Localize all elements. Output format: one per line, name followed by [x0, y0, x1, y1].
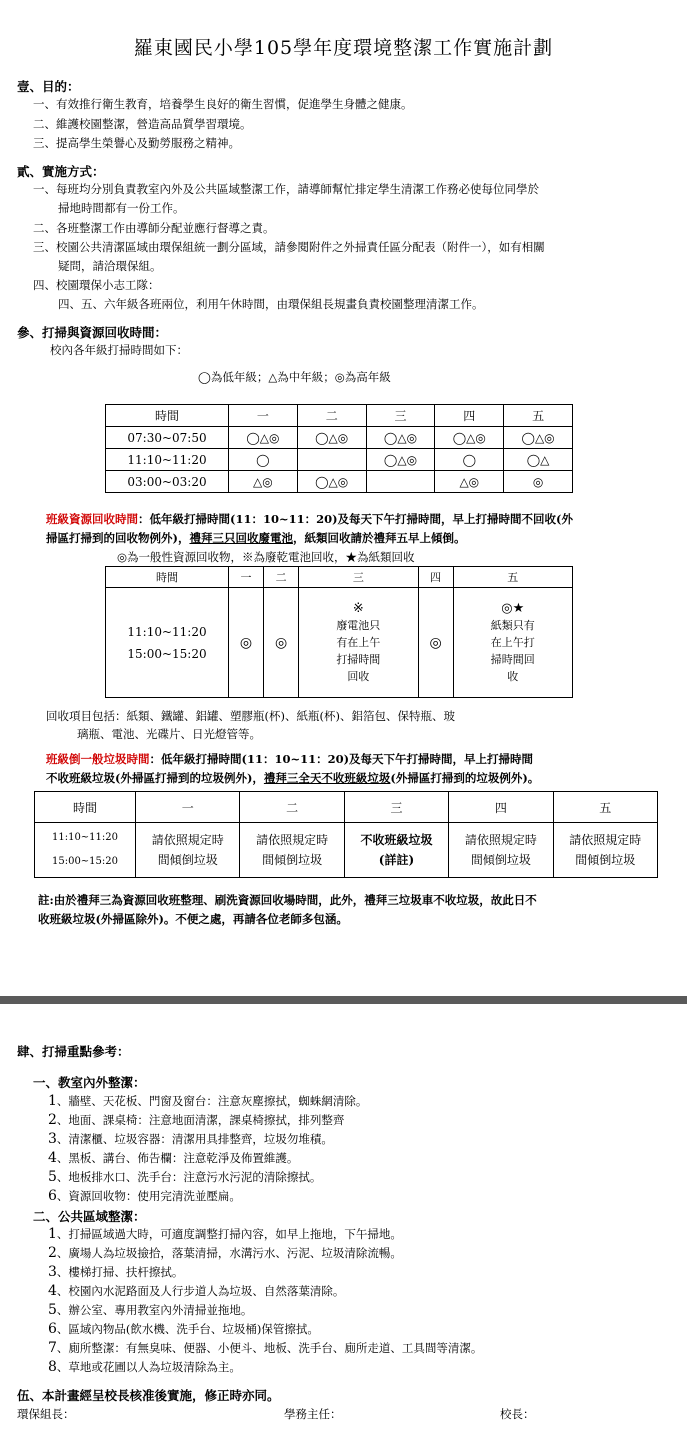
schedule-cell: ◯△	[504, 449, 573, 471]
cell-text: 間傾倒垃圾	[157, 853, 218, 867]
list-item: 5、辦公室、專用教室內外清掃並拖地。	[48, 1302, 253, 1318]
table-header-cell: 三	[299, 567, 418, 588]
schedule-cell: △◎	[229, 471, 298, 493]
cell-text: 間傾倒垃圾	[262, 853, 323, 867]
section-4-sub-1-heading: 一、教室內外整潔：	[33, 1075, 146, 1090]
table-header-cell: 四	[418, 567, 453, 588]
section-2-item: 一、每班均分別負責教室內外及公共區域整潔工作，請導師幫忙排定學生清潔工作務必使每位同學於	[33, 182, 539, 196]
recycle-cell: ◎	[264, 588, 299, 698]
section-3-heading: 參、打掃與資源回收時間：	[17, 325, 168, 340]
battery-symbol: ※	[352, 601, 364, 616]
recycle-cell	[453, 588, 572, 698]
schedule-cell: △◎	[435, 471, 504, 493]
list-item: 8、草地或花圃以人為垃圾清除為主。	[48, 1359, 241, 1375]
section-3-intro: 校內各年級打掃時間如下：	[50, 343, 188, 357]
time-value: 15:00~15:20	[127, 646, 207, 661]
section-4-sub-2-heading: 二、公共區域整潔：	[33, 1209, 146, 1224]
schedule-cell: ◯	[229, 449, 298, 471]
cell-text: 掃時間回	[490, 653, 535, 666]
section-1-item: 一、有效推行衛生教育，培養學生良好的衛生習慣，促進學生身體之健康。	[33, 97, 413, 111]
time-cell: 07:30~07:50	[106, 427, 229, 449]
section-1-item: 二、維護校園整潔，營造高品質學習環境。	[33, 117, 252, 131]
recycle-cell	[299, 588, 418, 698]
wednesday-battery-note: 禮拜三只回收廢電池	[189, 531, 293, 545]
table-header-row	[106, 405, 573, 427]
garbage-time-text: ：低年級打掃時間(11：10~11：20)及每天下午打掃時間，早上打掃時間	[149, 752, 534, 766]
schedule-cell: ◯△◎	[435, 427, 504, 449]
table-header-cell: 五	[453, 567, 572, 588]
section-1-heading: 壹、目的：	[17, 79, 80, 94]
table-header-cell: 五	[553, 792, 657, 823]
recycle-time-text: 掃區打掃到的回收物例外)，	[46, 531, 190, 545]
recycle-time-label: 班級資源回收時間	[46, 512, 138, 526]
table-header-cell: 二	[240, 792, 344, 823]
section-5-heading: 伍、本計畫經呈校長核准後實施，修正時亦同。	[17, 1388, 280, 1403]
recycle-time-line-1	[46, 511, 573, 527]
section-2-item: 疑問，請洽環保組。	[58, 259, 162, 273]
table-row	[106, 588, 573, 698]
schedule-cell: ◯△◎	[366, 449, 435, 471]
garbage-time-table	[34, 791, 658, 878]
list-item: 2、地面、課桌椅：注意地面清潔，課桌椅擦拭，排列整齊	[48, 1112, 345, 1128]
list-item: 7、廁所整潔：有無臭味、便器、小便斗、地板、洗手台、廁所走道、工具間等清潔。	[48, 1340, 483, 1356]
section-2-item: 二、各班整潔工作由導師分配並應行督導之責。	[33, 221, 275, 235]
schedule-cell	[366, 471, 435, 493]
page-separator	[0, 996, 687, 1004]
cell-text: (詳註)	[378, 853, 415, 867]
schedule-cell: ◯△◎	[229, 427, 298, 449]
cell-text: 間傾倒垃圾	[575, 853, 636, 867]
table-row	[35, 823, 658, 878]
schedule-cell: ◯	[435, 449, 504, 471]
section-2-item: 四、五、六年級各班兩位，利用午休時間，由環保組長規畫負責校園整理清潔工作。	[58, 297, 484, 311]
note-line-2: 收班級垃圾(外掃區除外)。不便之處，再請各位老師多包涵。	[38, 912, 348, 926]
cleaning-time-table	[105, 404, 573, 493]
recycle-legend: ◎為一般性資源回收物，※為廢乾電池回收，★為紙類回收	[117, 550, 415, 564]
list-item: 2、廣場人為垃圾撿拾，落葉清掃，水溝污水、污泥、垃圾清除流暢。	[48, 1245, 402, 1261]
garbage-cell	[553, 823, 657, 878]
time-cell: 11:10~11:20	[106, 449, 229, 471]
table-row	[106, 427, 573, 449]
cell-text: 請依照規定時	[569, 833, 642, 847]
paper-symbol: ◎★	[501, 601, 525, 616]
document-title: 羅東國民小學105學年度環境整潔工作實施計劃	[133, 37, 554, 59]
table-row	[106, 471, 573, 493]
page-2	[0, 1004, 687, 1439]
table-header-cell: 五	[504, 405, 573, 427]
table-header-cell: 時間	[35, 792, 136, 823]
recycle-items-line-2: 璃瓶、電池、光碟片、日光燈管等。	[77, 727, 261, 741]
recycle-cell: ◎	[418, 588, 453, 698]
time-value: 11:10~11:20	[51, 832, 118, 843]
list-item: 5、地板排水口、洗手台：注意污水污泥的清除擦拭。	[48, 1169, 322, 1185]
list-item: 6、資源回收物：使用完清洗並壓扁。	[48, 1188, 241, 1204]
list-item: 4、黑板、講台、佈告欄：注意乾淨及佈置維護。	[48, 1150, 299, 1166]
note-line-1: 註:由於禮拜三為資源回收班整理、刷洗資源回收場時間，此外，禮拜三垃圾車不收垃圾，故此日不	[38, 893, 537, 907]
schedule-cell: ◯△◎	[297, 427, 366, 449]
cell-text: 紙類只有	[490, 619, 535, 632]
grade-legend: ◯為低年級；△為中年級；◎為高年級	[198, 370, 391, 384]
cell-text: 間傾倒垃圾	[470, 853, 531, 867]
cell-text: 收	[507, 670, 519, 683]
table-header-cell: 三	[344, 792, 448, 823]
wednesday-no-garbage-note: 禮拜三全天不收班級垃圾	[263, 771, 391, 785]
table-header-cell: 四	[449, 792, 553, 823]
list-item: 3、清潔櫃、垃圾容器：清潔用具排整齊，垃圾勿堆積。	[48, 1131, 333, 1147]
table-header-cell: 四	[435, 405, 504, 427]
garbage-time-text: 不收班級垃圾(外掃區打掃到的垃圾例外)，	[46, 771, 264, 785]
schedule-cell: ◯△◎	[297, 471, 366, 493]
schedule-cell: ◯△◎	[504, 427, 573, 449]
table-header-row	[106, 567, 573, 588]
garbage-time-line-2	[46, 770, 539, 786]
cell-text: 打掃時間	[336, 653, 381, 666]
garbage-cell	[449, 823, 553, 878]
cell-text: 在上午打	[490, 636, 535, 649]
section-4-heading: 肆、打掃重點參考：	[17, 1044, 130, 1059]
table-header-cell: 一	[229, 405, 298, 427]
section-2-item: 三、校園公共清潔區域由環保組統一劃分區域，請參閱附件之外掃責任區分配表（附件一），如有相關	[33, 240, 545, 254]
garbage-cell	[136, 823, 240, 878]
recycle-time-text: ：低年級打掃時間(11：10~11：20)及每天下午打掃時間，早上打掃時間不回收(外	[138, 512, 573, 526]
garbage-time-text: (外掃區打掃到的垃圾例外)。	[390, 771, 540, 785]
time-cell	[106, 588, 229, 698]
recycle-items-line-1: 回收項目包括：紙類、鐵罐、鋁罐、塑膠瓶(杯)、紙瓶(杯)、鋁箔包、保特瓶、玻	[46, 709, 455, 723]
time-value: 11:10~11:20	[127, 624, 207, 639]
recycle-cell: ◎	[229, 588, 264, 698]
table-header-cell: 三	[366, 405, 435, 427]
list-item: 1、打掃區域過大時，可適度調整打掃內容，如早上拖地，下午掃地。	[48, 1226, 402, 1242]
table-header-cell: 時間	[106, 567, 229, 588]
list-item: 3、樓梯打掃、扶杆擦拭。	[48, 1264, 184, 1280]
table-header-row	[35, 792, 658, 823]
list-item: 6、區域內物品(飲水機、洗手台、垃圾桶)保管擦拭。	[48, 1321, 319, 1337]
garbage-time-label: 班級倒一般垃圾時間	[46, 752, 150, 766]
section-2-heading: 貳、實施方式：	[17, 164, 105, 179]
table-header-cell: 一	[229, 567, 264, 588]
section-1-item: 三、提高學生榮譽心及勤勞服務之精神。	[33, 136, 240, 150]
garbage-cell	[240, 823, 344, 878]
recycle-time-line-2	[46, 530, 465, 546]
section-2-item: 掃地時間都有一份工作。	[58, 201, 185, 215]
cell-text: 請依照規定時	[151, 833, 224, 847]
garbage-time-line-1	[46, 751, 533, 767]
section-2-item: 四、校園環保小志工隊：	[33, 278, 160, 292]
cell-text: 請依照規定時	[256, 833, 329, 847]
garbage-cell	[344, 823, 448, 878]
time-cell: 03:00~03:20	[106, 471, 229, 493]
signature-env-leader: 環保組長：	[17, 1407, 75, 1421]
recycle-time-table	[105, 566, 573, 698]
recycle-time-text: ，紙類回收請於禮拜五早上傾倒。	[292, 531, 466, 545]
cell-text: 廢電池只	[336, 619, 381, 632]
signature-director: 學務主任：	[284, 1407, 342, 1421]
cell-text: 請依照規定時	[464, 833, 537, 847]
table-header-cell: 二	[264, 567, 299, 588]
list-item: 1、牆壁、天花板、門窗及窗台：注意灰塵擦拭，蜘蛛網清除。	[48, 1093, 368, 1109]
table-header-cell: 時間	[106, 405, 229, 427]
cell-text: 回收	[347, 670, 370, 683]
schedule-cell: ◯△◎	[366, 427, 435, 449]
schedule-cell	[297, 449, 366, 471]
table-header-cell: 一	[136, 792, 240, 823]
cell-text: 不收班級垃圾	[360, 833, 433, 847]
time-cell	[35, 823, 136, 878]
cell-text: 有在上午	[336, 636, 381, 649]
list-item: 4、校園內水泥路面及人行步道人為垃圾、自然落葉清除。	[48, 1283, 345, 1299]
signature-principal: 校長：	[500, 1407, 535, 1421]
table-row	[106, 449, 573, 471]
table-header-cell: 二	[297, 405, 366, 427]
time-value: 15:00~15:20	[51, 856, 118, 867]
schedule-cell: ◎	[504, 471, 573, 493]
